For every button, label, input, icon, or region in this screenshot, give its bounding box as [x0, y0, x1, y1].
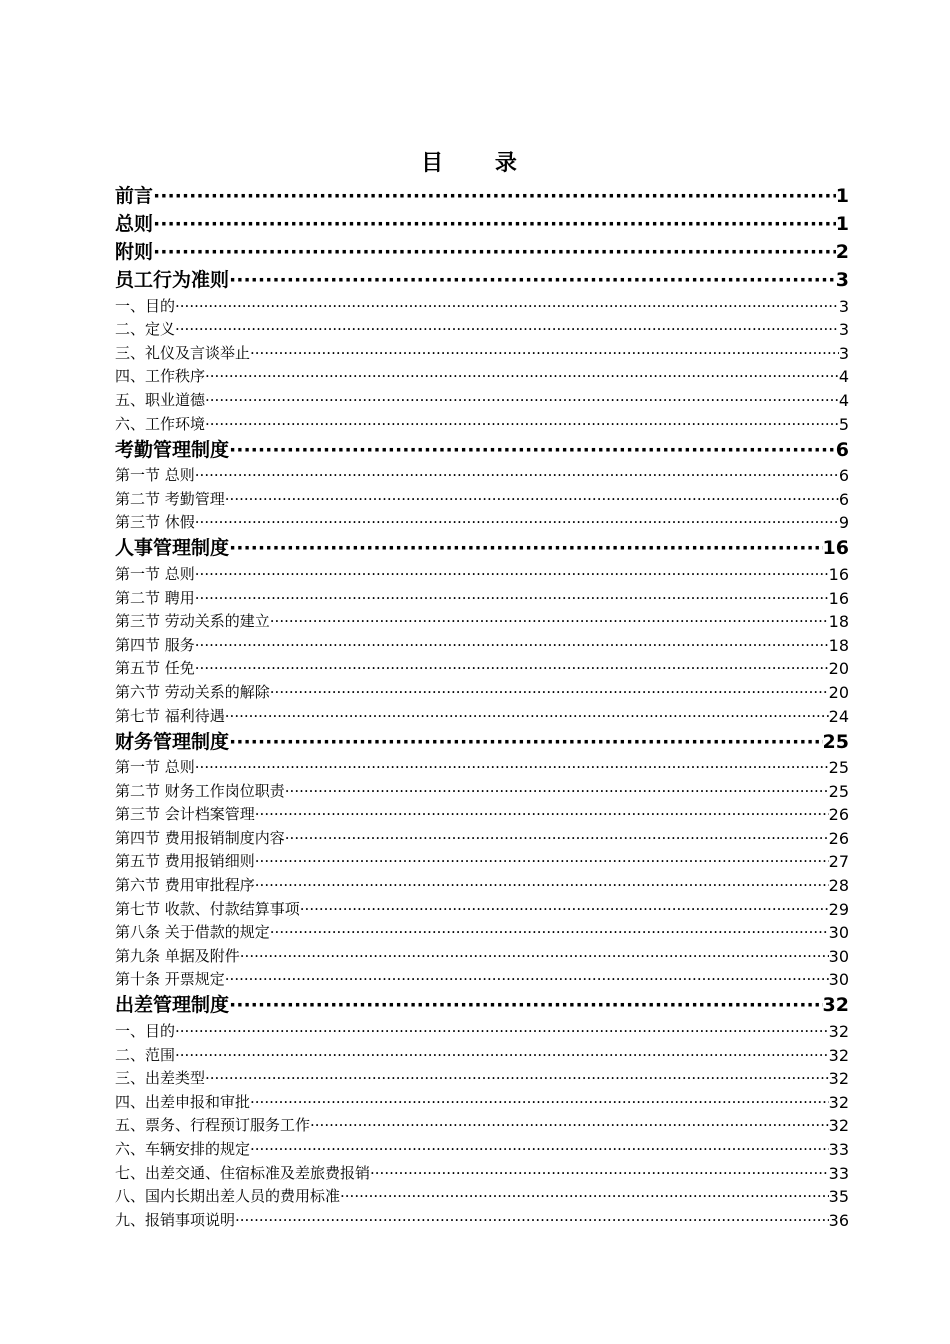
toc-dot-leader — [195, 466, 839, 485]
toc-entry-label: 第一节 总则 — [115, 466, 195, 485]
toc-section-entry — [115, 1159, 849, 1183]
toc-page-number: 1 — [835, 185, 849, 207]
toc-entry-label: 员工行为准则 — [115, 269, 230, 291]
toc-page-number: 6 — [838, 489, 849, 509]
toc-page-number: 26 — [828, 828, 849, 848]
toc-section-entry — [115, 386, 849, 410]
toc-page-number: 25 — [828, 758, 849, 778]
toc-entry-label: 出差管理制度 — [115, 994, 230, 1017]
toc-section-entry — [115, 1088, 849, 1112]
toc-dot-leader — [229, 536, 823, 560]
toc-entry-label: 九、报销事项说明 — [115, 1210, 236, 1229]
toc-entry-label: 三、礼仪及言谈举止 — [115, 343, 251, 362]
toc-dot-leader — [300, 900, 829, 919]
toc-page-number: 20 — [828, 682, 849, 702]
toc-section-entry — [115, 1112, 849, 1136]
toc-dot-leader — [370, 1164, 829, 1183]
toc-entry-label: 第二节 聘用 — [115, 588, 195, 607]
toc-page-number: 18 — [828, 612, 849, 632]
toc-dot-leader — [225, 707, 829, 726]
toc-dot-leader — [255, 876, 829, 895]
toc-dot-leader — [205, 1069, 829, 1088]
toc-dot-leader — [255, 852, 829, 871]
toc-section-entry — [115, 754, 849, 778]
toc-entry-label: 三、出差类型 — [115, 1069, 206, 1088]
toc-dot-leader — [225, 970, 829, 989]
toc-dot-leader — [205, 391, 839, 410]
toc-dot-leader — [270, 683, 829, 702]
toc-page-number: 36 — [828, 1210, 849, 1230]
toc-entry-label: 考勤管理制度 — [115, 438, 230, 461]
toc-page-number: 9 — [838, 513, 849, 533]
toc-entry-label: 第十条 开票规定 — [115, 970, 225, 989]
toc-chapter-entry — [115, 989, 849, 1017]
toc-section-entry — [115, 702, 849, 726]
toc-entry-label: 第一节 总则 — [115, 564, 195, 583]
toc-page-number: 25 — [822, 730, 849, 753]
toc-section-entry — [115, 410, 849, 434]
toc-dot-leader — [195, 589, 829, 608]
toc-dot-leader — [195, 513, 839, 532]
toc-entry-label: 第三节 劳动关系的建立 — [115, 612, 270, 631]
toc-page-number: 32 — [828, 1045, 849, 1065]
toc-dot-leader — [175, 297, 839, 316]
toc-page-number: 28 — [828, 876, 849, 896]
toc-section-entry — [115, 1017, 849, 1041]
toc-page-number: 33 — [828, 1163, 849, 1183]
toc-entry-label: 第二节 财务工作岗位职责 — [115, 781, 285, 800]
toc-entry-label: 二、范围 — [115, 1045, 176, 1064]
toc-entry-label: 第五节 任免 — [115, 659, 195, 678]
toc-page-number: 30 — [828, 923, 849, 943]
toc-dot-leader — [270, 612, 829, 631]
toc-section-entry — [115, 871, 849, 895]
toc-page-number: 20 — [828, 659, 849, 679]
toc-section-entry — [115, 895, 849, 919]
toc-section-entry — [115, 919, 849, 943]
toc-chapter-entry — [115, 180, 849, 208]
toc-dot-leader — [255, 805, 829, 824]
toc-entry-label: 第七节 福利待遇 — [115, 706, 225, 725]
toc-entry-label: 第六节 费用审批程序 — [115, 876, 255, 895]
toc-entry-label: 四、出差申报和审批 — [115, 1092, 251, 1111]
toc-entry-label: 前言 — [115, 185, 154, 207]
toc-dot-leader — [250, 1093, 829, 1112]
toc-section-entry — [115, 462, 849, 486]
toc-page-number: 32 — [828, 1092, 849, 1112]
toc-entry-label: 第七节 收款、付款结算事项 — [115, 899, 300, 918]
toc-section-entry — [115, 509, 849, 533]
toc-dot-leader — [195, 659, 829, 678]
toc-chapter-entry — [115, 726, 849, 754]
toc-title: 目 录 — [421, 151, 539, 176]
toc-dot-leader — [229, 993, 823, 1017]
toc-section-entry — [115, 631, 849, 655]
toc-dot-leader — [205, 415, 839, 434]
toc-chapter-entry — [115, 236, 849, 264]
toc-chapter-entry — [115, 434, 849, 462]
toc-entry-label: 二、定义 — [115, 320, 176, 339]
toc-section-entry — [115, 485, 849, 509]
toc-dot-leader — [229, 268, 836, 292]
toc-entry-label: 第四节 服务 — [115, 635, 195, 654]
toc-entry-label: 附则 — [115, 241, 154, 263]
toc-entry-label: 五、职业道德 — [115, 390, 206, 409]
toc-entry-label: 人事管理制度 — [115, 537, 230, 560]
toc-page-number: 25 — [828, 781, 849, 801]
toc-dot-leader — [153, 240, 836, 264]
toc-chapter-entry — [115, 532, 849, 560]
toc-section-entry — [115, 777, 849, 801]
toc-page-number: 27 — [828, 852, 849, 872]
toc-dot-leader — [195, 565, 829, 584]
toc-page-number: 32 — [828, 1022, 849, 1042]
toc-dot-leader — [285, 782, 829, 801]
toc-entry-label: 六、车辆安排的规定 — [115, 1140, 251, 1158]
toc-page-number: 33 — [828, 1140, 849, 1159]
toc-page-number: 3 — [835, 269, 849, 291]
toc-section-entry — [115, 316, 849, 340]
toc-page-number: 3 — [838, 296, 849, 316]
toc-page-number: 3 — [838, 343, 849, 363]
toc-page-number: 30 — [828, 946, 849, 966]
toc-page-number: 16 — [828, 588, 849, 608]
toc-dot-leader — [285, 829, 829, 848]
toc-page-number: 32 — [828, 1069, 849, 1089]
toc-page-number: 16 — [822, 537, 849, 560]
toc-page-number: 30 — [828, 970, 849, 990]
toc-page-number: 24 — [828, 706, 849, 726]
toc-page-number: 6 — [838, 466, 849, 486]
toc-section-entry — [115, 1183, 849, 1207]
toc-page-number: 1 — [835, 213, 849, 235]
toc-entry-label: 总则 — [115, 213, 154, 235]
toc-entry-label: 财务管理制度 — [115, 730, 230, 753]
toc-entry-label: 八、国内长期出差人员的费用标准 — [115, 1187, 341, 1206]
toc-section-entry — [115, 363, 849, 387]
toc-dot-leader — [205, 367, 839, 386]
toc-entry-label: 一、目的 — [115, 1022, 176, 1041]
toc-entry-label: 第六节 劳动关系的解除 — [115, 682, 270, 701]
toc-chapter-entry — [115, 208, 849, 236]
toc-section-entry — [115, 1041, 849, 1065]
toc-entry-label: 第五节 费用报销细则 — [115, 852, 255, 871]
toc-section-entry — [115, 678, 849, 702]
toc-entry-label: 七、出差交通、住宿标准及差旅费报销 — [115, 1163, 371, 1182]
toc-page-number: 29 — [828, 899, 849, 919]
toc-dot-leader — [175, 1022, 829, 1041]
toc-section-entry — [115, 824, 849, 848]
toc-entry-label: 第四节 费用报销制度内容 — [115, 828, 285, 847]
toc-page-number: 32 — [828, 1116, 849, 1136]
toc-entry-label: 第三节 会计档案管理 — [115, 805, 255, 824]
toc-entry-label: 四、工作秩序 — [115, 367, 206, 386]
toc-page-number: 6 — [835, 438, 849, 461]
toc-dot-leader — [310, 1116, 829, 1135]
toc-entry-label: 五、票务、行程预订服务工作 — [115, 1116, 311, 1135]
toc-dot-leader — [240, 947, 829, 966]
toc-dot-leader — [250, 344, 839, 363]
toc-entry-label: 第一节 总则 — [115, 758, 195, 777]
toc-page-number: 32 — [822, 994, 849, 1017]
toc-chapter-entry — [115, 264, 849, 292]
toc-dot-leader — [153, 212, 836, 236]
toc-dot-leader — [195, 758, 829, 777]
toc-section-entry — [115, 848, 849, 872]
toc-dot-leader — [195, 636, 829, 655]
toc-entry-label: 第九条 单据及附件 — [115, 946, 240, 965]
toc-page-number: 3 — [838, 320, 849, 340]
toc-section-entry — [115, 584, 849, 608]
toc-dot-leader — [229, 730, 823, 754]
toc-section-entry — [115, 339, 849, 363]
toc-section-entry — [115, 1135, 849, 1159]
toc-section-entry — [115, 608, 849, 632]
toc-dot-leader — [229, 438, 836, 462]
toc-dot-leader — [225, 490, 839, 509]
toc-dot-leader — [153, 184, 836, 208]
toc-page-number: 26 — [828, 805, 849, 825]
toc-entry-label: 第八条 关于借款的规定 — [115, 923, 270, 942]
toc-section-entry — [115, 655, 849, 679]
toc-list — [115, 180, 849, 1230]
toc-entry-label: 一、目的 — [115, 296, 176, 315]
toc-dot-leader — [235, 1211, 829, 1230]
toc-page-number: 35 — [828, 1187, 849, 1207]
toc-entry-label: 第二节 考勤管理 — [115, 489, 225, 508]
toc-section-entry — [115, 1206, 849, 1230]
toc-section-entry — [115, 560, 849, 584]
toc-dot-leader — [175, 1046, 829, 1065]
toc-page-number: 4 — [838, 367, 849, 387]
toc-page-number: 18 — [828, 635, 849, 655]
toc-section-entry — [115, 1065, 849, 1089]
toc-page-number: 2 — [835, 241, 849, 263]
toc-section-entry — [115, 966, 849, 990]
toc-page-number: 5 — [838, 414, 849, 434]
toc-entry-label: 第三节 休假 — [115, 513, 195, 532]
toc-page-number: 4 — [838, 390, 849, 410]
toc-section-entry — [115, 801, 849, 825]
toc-dot-leader — [250, 1140, 829, 1159]
toc-dot-leader — [340, 1187, 829, 1206]
toc-page-number: 16 — [828, 564, 849, 584]
toc-dot-leader — [175, 320, 839, 339]
toc-section-entry — [115, 292, 849, 316]
toc-entry-label: 六、工作环境 — [115, 414, 206, 433]
toc-dot-leader — [270, 923, 829, 942]
toc-section-entry — [115, 942, 849, 966]
